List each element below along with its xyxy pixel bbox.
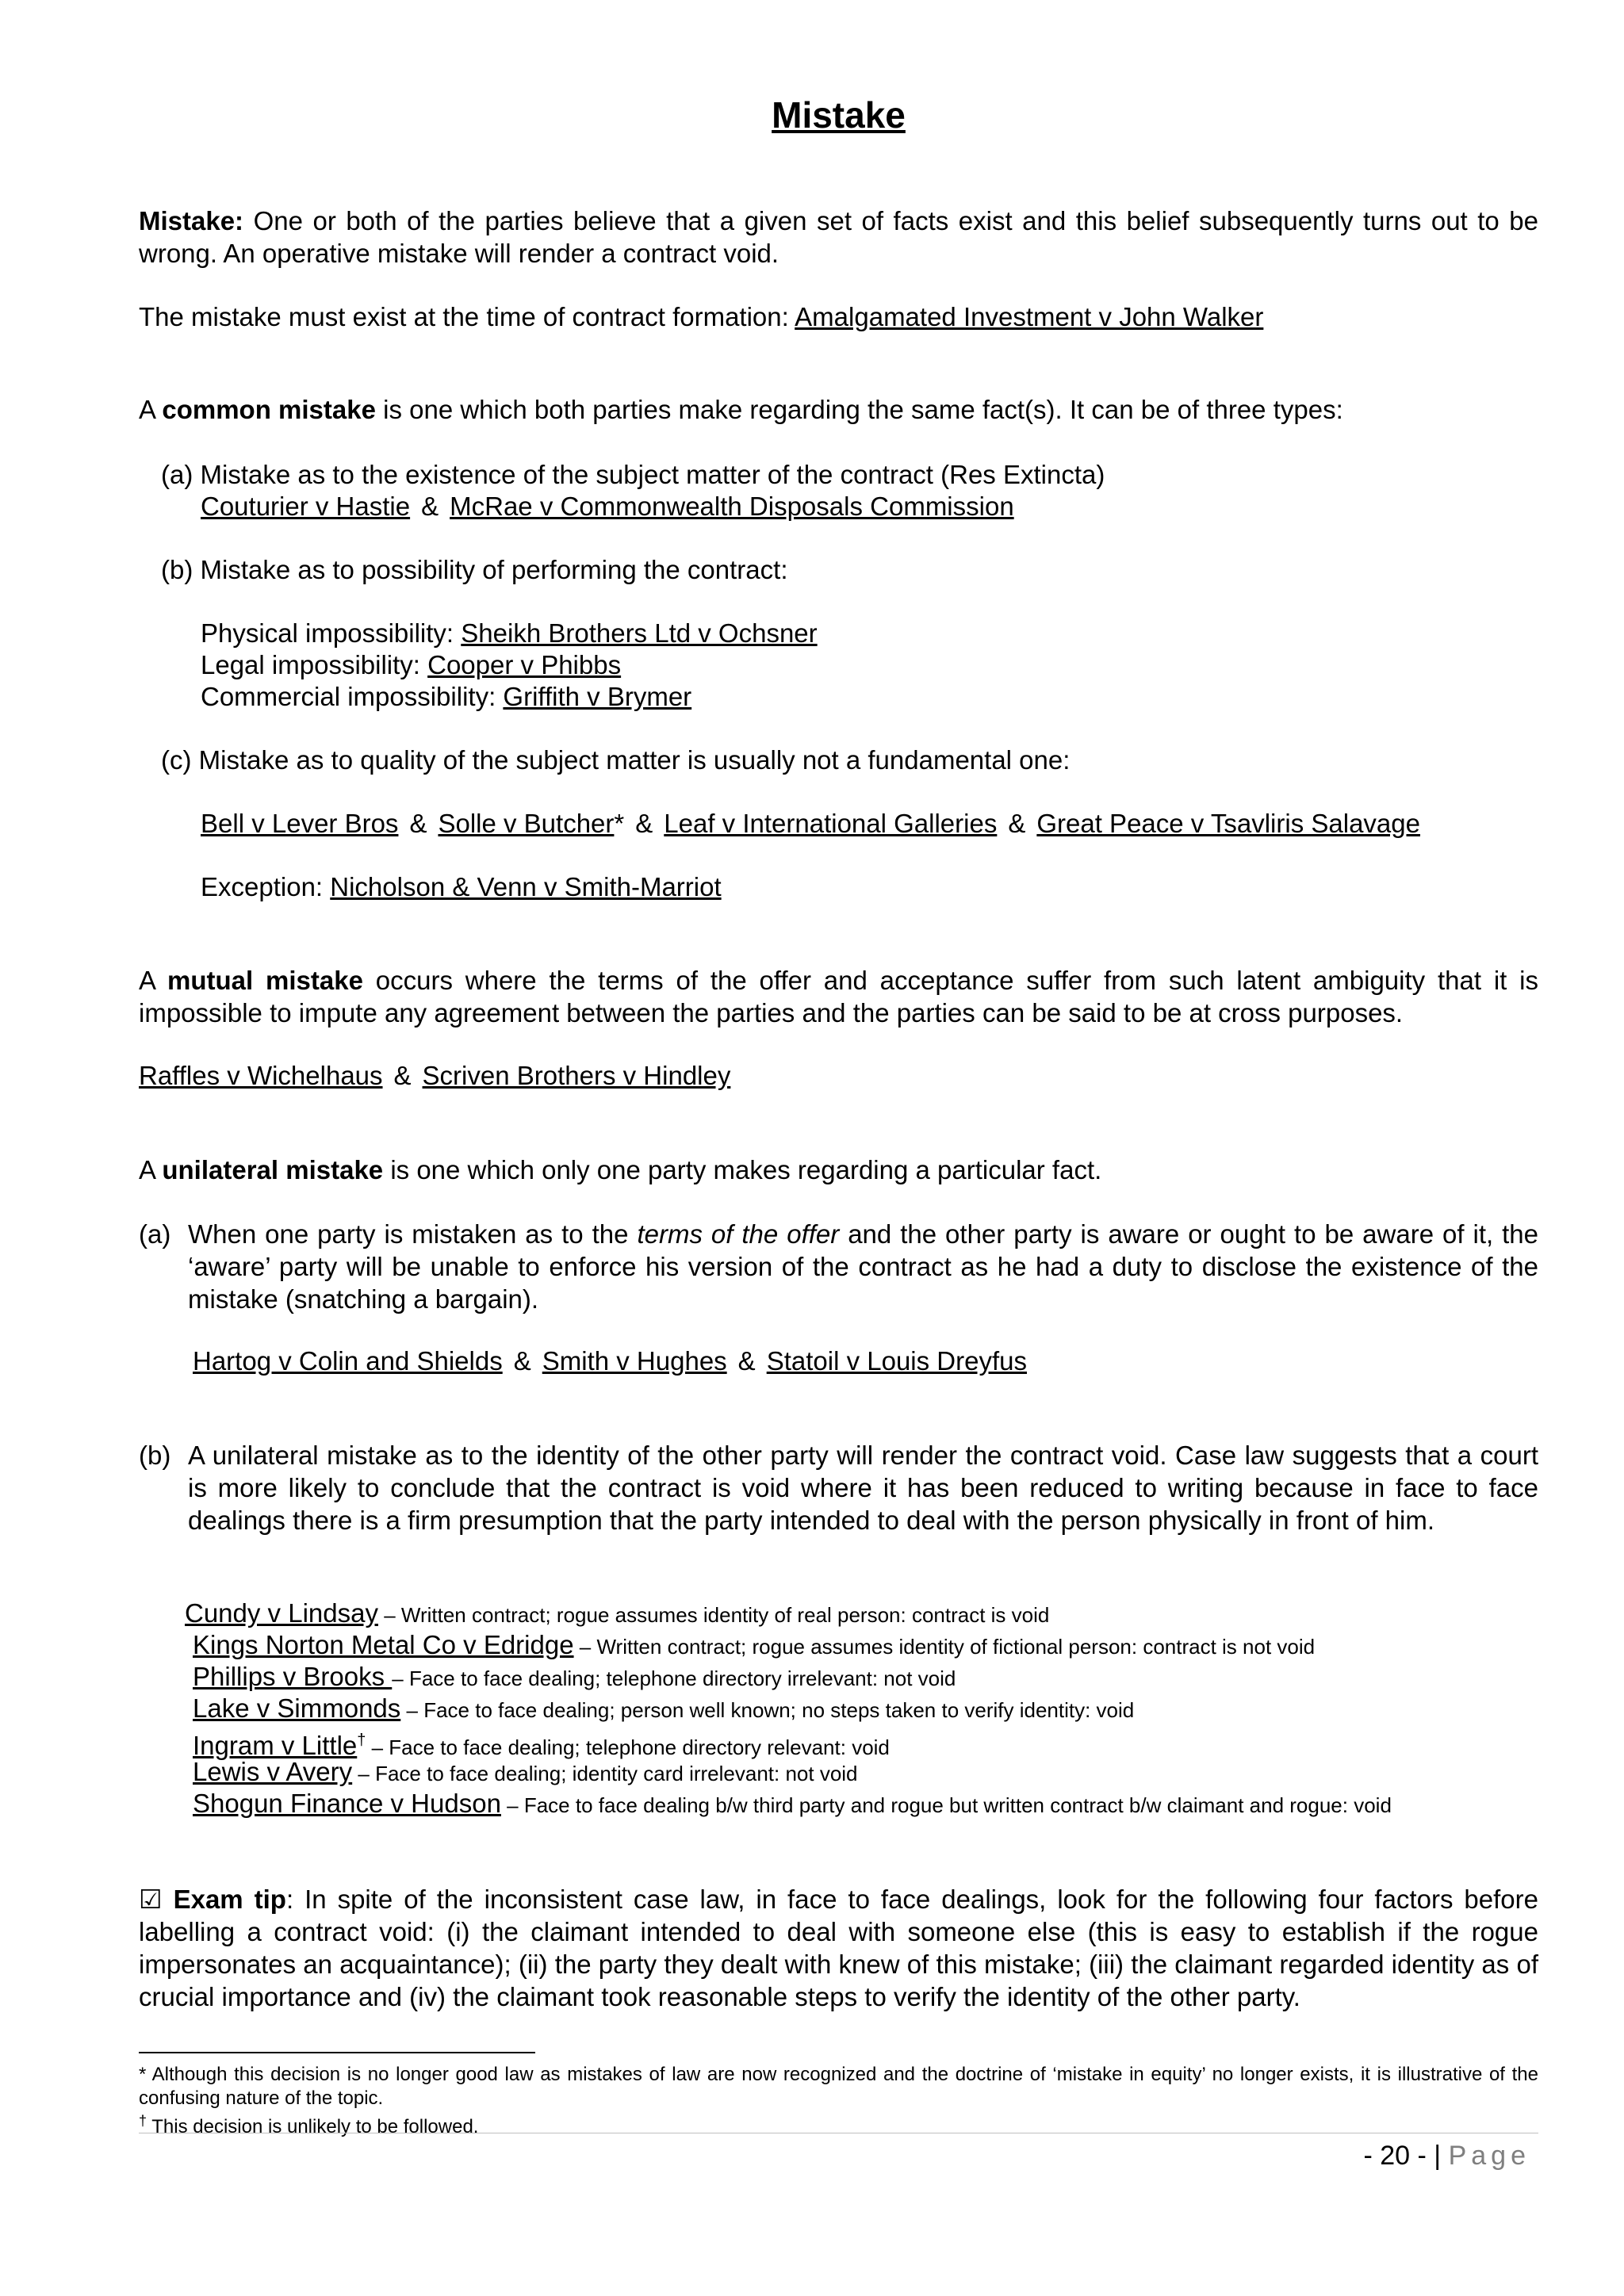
identity-case-kings-norton <box>193 1629 1315 1663</box>
case-note: – Face to face dealing; telephone directory relevant: void <box>366 1735 890 1759</box>
terms-of-offer: terms of the offer <box>637 1219 840 1249</box>
case-name: Phillips v Brooks <box>193 1662 393 1691</box>
common-c-exception <box>201 871 722 903</box>
case-name: Kings Norton Metal Co v Edridge <box>193 1630 574 1659</box>
ampersand: & <box>409 809 427 838</box>
legal-impossibility <box>201 649 621 681</box>
case-note: – Face to face dealing b/w third party and rogue but written contract b/w claimant and rogue: void <box>500 1793 1392 1817</box>
formation-paragraph <box>139 300 1263 333</box>
case-bell: Bell v Lever Bros <box>201 809 399 838</box>
page-word: Page <box>1448 2141 1530 2171</box>
prefix-text: A <box>139 1155 163 1184</box>
common-mistake-text: is one which both parties make regarding the same fact(s). It can be of three types: <box>375 395 1343 424</box>
page-footer <box>1364 2141 1531 2172</box>
unilateral-mistake-intro <box>139 1154 1101 1186</box>
definition-term: Mistake: <box>139 206 244 235</box>
footnote-dagger <box>139 2109 478 2139</box>
case-scriven: Scriven Brothers v Hindley <box>422 1061 731 1090</box>
unilateral-a-marker: (a) <box>139 1219 171 1249</box>
footnote-separator <box>139 2052 535 2053</box>
physical-label: Physical impossibility: <box>201 618 462 648</box>
case-couturier: Couturier v Hastie <box>201 492 411 521</box>
mutual-cases <box>139 1059 730 1092</box>
case-mcrae: McRae v Commonwealth Disposals Commission <box>450 492 1014 521</box>
ampersand: & <box>737 1346 756 1376</box>
common-c-text: (c) Mistake as to quality of the subject matter is usually not a fundamental one: <box>161 745 1071 775</box>
case-note: – Written contract; rogue assumes identity of real person: contract is void <box>377 1603 1050 1627</box>
page-number: - 20 - | <box>1363 2141 1449 2171</box>
identity-case-lake <box>193 1693 1134 1726</box>
case-name: Ingram v Little <box>193 1731 358 1760</box>
mistake-definition <box>139 205 1538 270</box>
prefix-text: A <box>139 395 163 424</box>
mutual-mistake-paragraph <box>139 964 1538 1029</box>
case-griffith: Griffith v Brymer <box>503 682 692 711</box>
common-a-cases <box>201 490 1014 522</box>
commercial-label: Commercial impossibility: <box>201 682 504 711</box>
case-great-peace: Great Peace v Tsavliris Salavage <box>1036 809 1420 838</box>
case-hartog: Hartog v Colin and Shields <box>193 1346 503 1376</box>
case-cooper: Cooper v Phibbs <box>427 650 622 679</box>
exam-tip-text: : In spite of the inconsistent case law, in face to face dealings, look for the following four factors before labelling a contract void: (i) the claimant intended to deal with someone else (this is easy to establish if the rogue impersonates an acquaintance); (ii) the party they dealt with knew of this mistake; (iii) the claimant regarded identity as of crucial importance and (iv) the claimant took reasonable steps to verify the identity of the other party. <box>139 1885 1538 2011</box>
footnote-dagger-mark: † <box>357 1732 366 1749</box>
unilateral-a-text1: When one party is mistaken as to the <box>188 1219 638 1249</box>
footnote-star: * Although this decision is no longer good law as mistakes of law are now recognized and the doctrine of ‘mistake in equity’ no longer exists, it is illustrative of the confusing nature of the topic. <box>139 2064 1538 2109</box>
identity-case-lewis <box>193 1756 858 1789</box>
case-note: – Face to face dealing; person well known; no steps taken to verify identity: void <box>400 1698 1135 1722</box>
common-a-text: (a) Mistake as to the existence of the subject matter of the contract (Res Extincta) <box>161 460 1105 489</box>
definition-text: One or both of the parties believe that a given set of facts exist and this belief subsequently turns out to be wrong. An operative mistake will render a contract void. <box>139 206 1538 268</box>
identity-case-phillips <box>193 1661 956 1694</box>
ampersand: & <box>1008 809 1026 838</box>
case-name: Lewis v Avery <box>193 1757 353 1786</box>
common-mistake-term: common mistake <box>162 395 376 424</box>
case-name: Shogun Finance v Hudson <box>193 1789 501 1818</box>
unilateral-a-text2: and the other party is aware or ought to be aware of it, the ‘aware’ party will be unable to enforce his version of the contract as he had a duty to disclose the existence of the mistake (snatching a bargain). <box>188 1219 1538 1314</box>
legal-label: Legal impossibility: <box>201 650 428 679</box>
case-raffles: Raffles v Wichelhaus <box>139 1061 383 1090</box>
case-note: – Face to face dealing; telephone directory irrelevant: not void <box>392 1667 956 1690</box>
case-nicholson: Nicholson & Venn v Smith-Marriot <box>330 872 722 901</box>
unilateral-a-text <box>188 1218 1538 1315</box>
case-name: Lake v Simmonds <box>193 1693 401 1723</box>
page-title: Mistake <box>772 94 906 136</box>
checkbox-icon: ☑ <box>139 1885 163 1914</box>
common-mistake-intro <box>139 393 1343 426</box>
case-sheikh: Sheikh Brothers Ltd v Ochsner <box>461 618 818 648</box>
mutual-mistake-term: mutual mistake <box>167 966 363 995</box>
unilateral-a-cases <box>193 1345 1027 1377</box>
case-smith-hughes: Smith v Hughes <box>542 1346 727 1376</box>
exam-tip-label: Exam tip <box>173 1885 286 1914</box>
case-name: Cundy v Lindsay <box>185 1598 378 1628</box>
case-leaf: Leaf v International Galleries <box>664 809 998 838</box>
case-statoil: Statoil v Louis Dreyfus <box>766 1346 1027 1376</box>
identity-case-shogun <box>193 1788 1392 1821</box>
ampersand: & <box>393 1061 412 1090</box>
ampersand: & <box>421 492 439 521</box>
unilateral-b-marker: (b) <box>139 1441 171 1470</box>
case-note: – Written contract; rogue assumes identity of fictional person: contract is not void <box>573 1635 1316 1659</box>
identity-case-cundy <box>185 1598 1049 1631</box>
mutual-mistake-text: occurs where the terms of the offer and acceptance suffer from such latent ambiguity that it is impossible to impute any agreement between the parties and the parties can be said to be at cross purposes. <box>139 966 1539 1027</box>
common-c-cases <box>201 807 1420 840</box>
footnote-star-mark: * <box>614 809 625 838</box>
unilateral-mistake-text: is one which only one party makes regarding a particular fact. <box>383 1155 1102 1184</box>
dagger-text: This decision is unlikely to be followed. <box>147 2116 479 2137</box>
ampersand: & <box>513 1346 531 1376</box>
common-b-text: (b) Mistake as to possibility of performing the contract: <box>161 555 788 584</box>
ampersand: & <box>635 809 653 838</box>
exception-label: Exception: <box>201 872 331 901</box>
prefix-text: A <box>139 966 168 995</box>
dagger-mark: † <box>139 2113 147 2129</box>
case-amalgamated: Amalgamated Investment v John Walker <box>795 302 1264 331</box>
case-solle: Solle v Butcher <box>438 809 615 838</box>
physical-impossibility <box>201 617 818 649</box>
unilateral-mistake-term: unilateral mistake <box>162 1155 384 1184</box>
exam-tip <box>139 1883 1538 2013</box>
unilateral-b-text: A unilateral mistake as to the identity of the other party will render the contract void. Case law suggests that a court is more likely to conclude that the contract is void where it has been reduced to writing because in face to face dealings there is a firm presumption that the party intended to deal with the person physically in front of him. <box>188 1441 1538 1535</box>
case-note: – Face to face dealing; identity card irrelevant: not void <box>352 1762 858 1785</box>
commercial-impossibility <box>201 680 691 713</box>
formation-text: The mistake must exist at the time of contract formation: <box>139 302 795 331</box>
